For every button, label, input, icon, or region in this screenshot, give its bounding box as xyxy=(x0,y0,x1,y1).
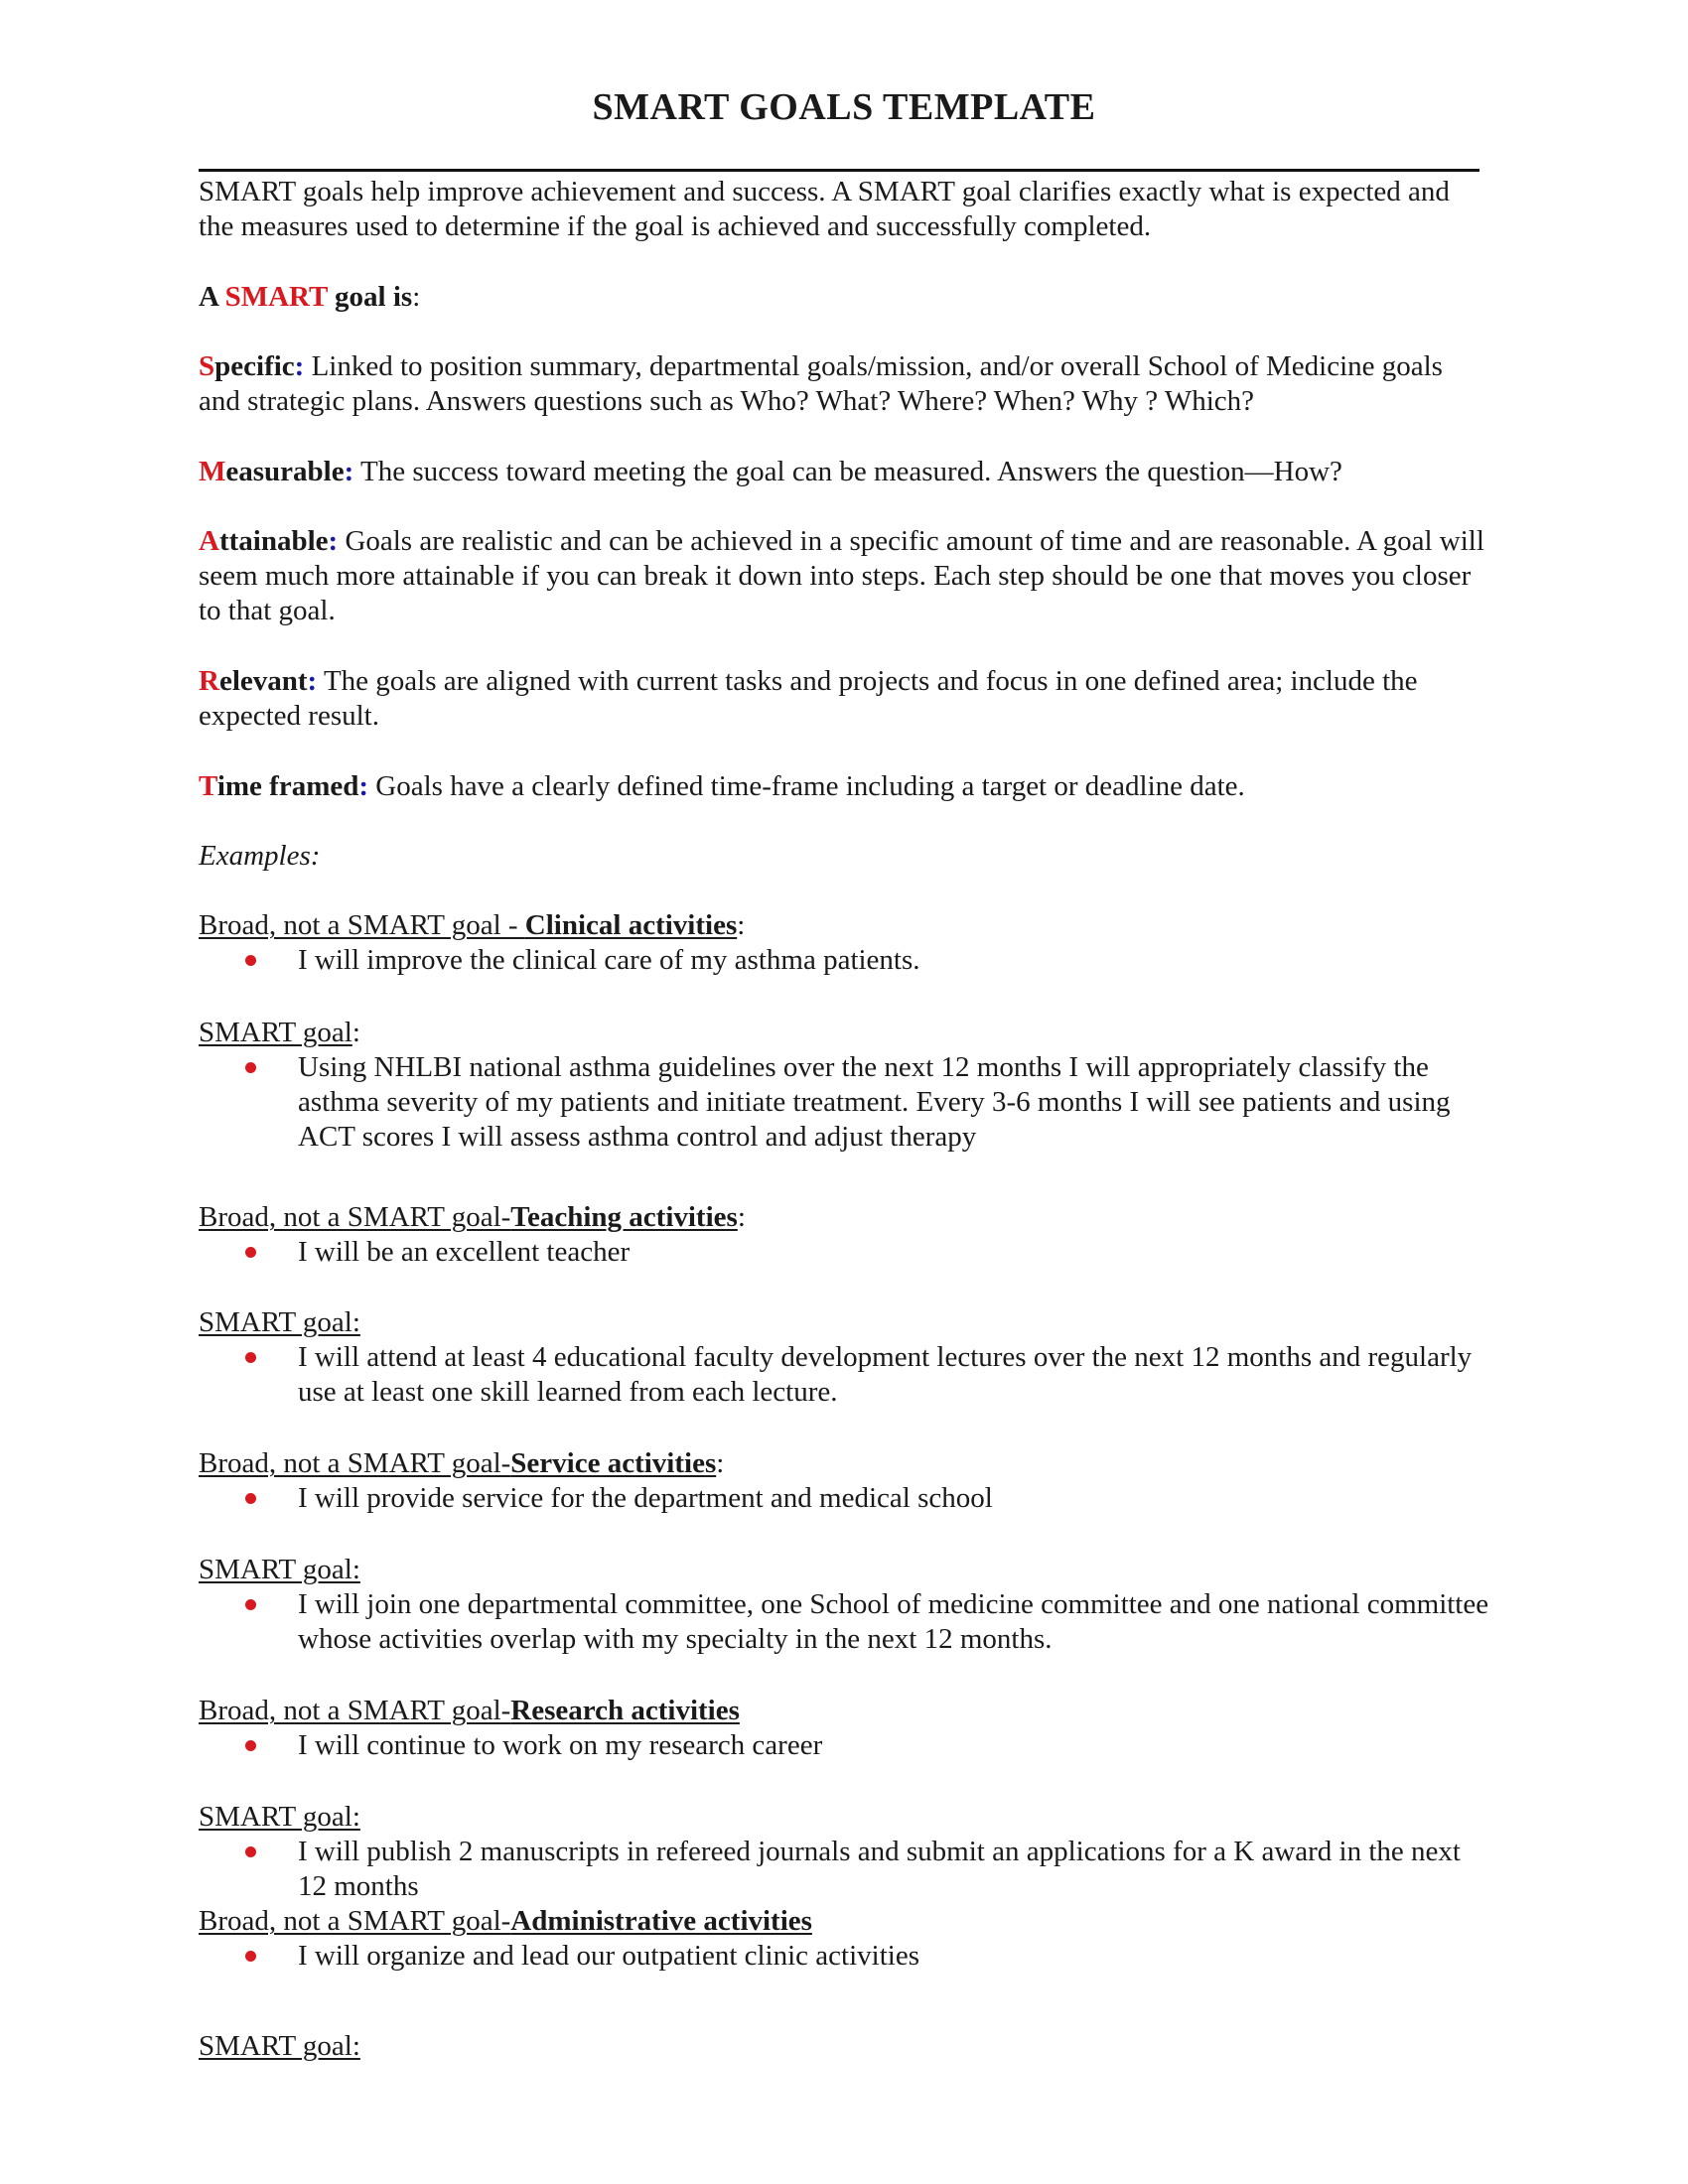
criterion-initial: A xyxy=(199,525,219,557)
broad-goal-label: Broad, not a SMART goal - xyxy=(199,909,525,941)
activity-category: Research activities xyxy=(510,1695,740,1726)
broad-goal-text: I will improve the clinical care of my asthma patients. xyxy=(298,944,920,976)
heading-colon: : xyxy=(737,909,746,941)
heading-colon: : xyxy=(716,1447,725,1479)
activity-category: Service activities xyxy=(510,1447,717,1479)
criterion-measurable xyxy=(199,455,1489,489)
bullet-icon xyxy=(245,1493,256,1504)
criterion-text: The success toward meeting the goal can be measured. Answers the question—How? xyxy=(353,456,1342,487)
criterion-term: elevant xyxy=(218,665,308,697)
goal-is-heading xyxy=(199,280,1489,315)
broad-goal-heading-teaching xyxy=(199,1200,1489,1235)
broad-goal-heading-administrative xyxy=(199,1904,1489,1939)
smart-goal-label: SMART goal: xyxy=(199,1801,360,1833)
goal-is-suffix: goal is xyxy=(327,281,413,313)
goal-is-colon: : xyxy=(412,281,421,313)
bullet-icon xyxy=(245,1951,256,1962)
criterion-text: Goals are realistic and can be achieved in a specific amount of time and are reasonable. A goal will seem much more attainable if you can break it down into steps. Each step should be one that moves you closer to that goal. xyxy=(199,525,1484,626)
heading-colon: : xyxy=(737,1201,746,1233)
smart-goal-heading-research xyxy=(199,1800,1489,1835)
bullet-icon xyxy=(245,955,256,966)
criterion-time-framed xyxy=(199,769,1489,804)
smart-goal-heading-administrative xyxy=(199,2029,1489,2064)
broad-goal-label: Broad, not a SMART goal- xyxy=(199,1695,511,1726)
criterion-term: ime framed xyxy=(216,770,359,802)
criterion-initial: M xyxy=(199,456,226,487)
bullet-icon xyxy=(245,1062,256,1073)
broad-goal-text: I will provide service for the department and medical school xyxy=(298,1482,993,1514)
criterion-initial: R xyxy=(199,665,219,697)
smart-goal-text: Using NHLBI national asthma guidelines over the next 12 months I will appropriately classify the asthma severity of my patients and initiate treatment. Every 3-6 months I will see patients and using ACT scores I will assess asthma control and adjust therapy xyxy=(298,1051,1451,1153)
criterion-term: ttainable xyxy=(218,525,329,557)
bullet-icon xyxy=(245,1599,256,1610)
smart-goal-heading-clinical xyxy=(199,1016,1489,1050)
criterion-colon: : xyxy=(344,456,354,487)
broad-goal-heading-research xyxy=(199,1694,1489,1728)
criterion-specific xyxy=(199,349,1489,419)
smart-goal-heading-service xyxy=(199,1553,1489,1587)
smart-goal-text: I will attend at least 4 educational faculty development lectures over the next 12 months and regularly use at least one skill learned from each lecture. xyxy=(298,1341,1473,1408)
activity-category: Teaching activities xyxy=(510,1201,738,1233)
criterion-text: Goals have a clearly defined time-frame including a target or deadline date. xyxy=(368,770,1245,802)
smart-goal-label: SMART goal: xyxy=(199,2030,360,2062)
criterion-colon: : xyxy=(358,770,369,802)
criterion-text: Linked to position summary, departmental goals/mission, and/or overall School of Medicine goals and strategic plans. Answers questions such as Who? What? Where? When? Why ? Which? xyxy=(199,350,1443,417)
criterion-colon: : xyxy=(328,525,339,557)
broad-goal-text: I will be an excellent teacher xyxy=(298,1236,631,1268)
broad-goal-text: I will organize and lead our outpatient clinic activities xyxy=(298,1940,919,1972)
broad-goal-heading-service xyxy=(199,1446,1489,1481)
bullet-icon xyxy=(245,1740,256,1751)
goal-is-prefix: A xyxy=(199,281,225,313)
broad-goal-label: Broad, not a SMART goal- xyxy=(199,1201,511,1233)
bullet-icon xyxy=(245,1247,256,1258)
smart-goal-label: SMART goal: xyxy=(199,1554,360,1585)
broad-goal-label: Broad, not a SMART goal- xyxy=(199,1905,511,1937)
goal-is-smart: SMART xyxy=(224,281,328,313)
intro-paragraph: SMART goals help improve achievement and success. A SMART goal clarifies exactly what is expected and the measures used to determine if the goal is achieved and successfully completed. xyxy=(199,176,1450,242)
criterion-colon: : xyxy=(294,350,305,382)
title-rule xyxy=(199,169,1479,172)
criterion-initial: S xyxy=(199,350,215,382)
heading-colon: : xyxy=(352,1017,360,1048)
examples-label: Examples: xyxy=(199,840,321,872)
broad-goal-heading-clinical xyxy=(199,908,1489,943)
bullet-icon xyxy=(245,1846,256,1857)
criterion-attainable xyxy=(199,524,1489,628)
smart-goal-label: SMART goal: xyxy=(199,1306,360,1338)
criterion-relevant xyxy=(199,664,1489,734)
activity-category: Clinical activities xyxy=(524,909,738,941)
criterion-colon: : xyxy=(307,665,318,697)
bullet-icon xyxy=(245,1352,256,1363)
smart-goal-text: I will join one departmental committee, one School of medicine committee and one national committee whose activities overlap with my specialty in the next 12 months. xyxy=(298,1588,1489,1655)
page-title: SMART GOALS TEMPLATE xyxy=(592,86,1096,128)
criterion-text: The goals are aligned with current tasks and projects and focus in one defined area; include the expected result. xyxy=(199,665,1418,732)
smart-goal-heading-teaching xyxy=(199,1305,1489,1340)
criterion-term: easurable xyxy=(225,456,345,487)
broad-goal-text: I will continue to work on my research career xyxy=(298,1729,823,1761)
smart-goal-text: I will publish 2 manuscripts in refereed journals and submit an applications for a K award in the next 12 months xyxy=(298,1836,1461,1902)
criterion-term: pecific xyxy=(214,350,295,382)
broad-goal-label: Broad, not a SMART goal- xyxy=(199,1447,511,1479)
criterion-initial: T xyxy=(199,770,217,802)
smart-goal-label: SMART goal xyxy=(199,1017,352,1048)
activity-category: Administrative activities xyxy=(510,1905,812,1937)
